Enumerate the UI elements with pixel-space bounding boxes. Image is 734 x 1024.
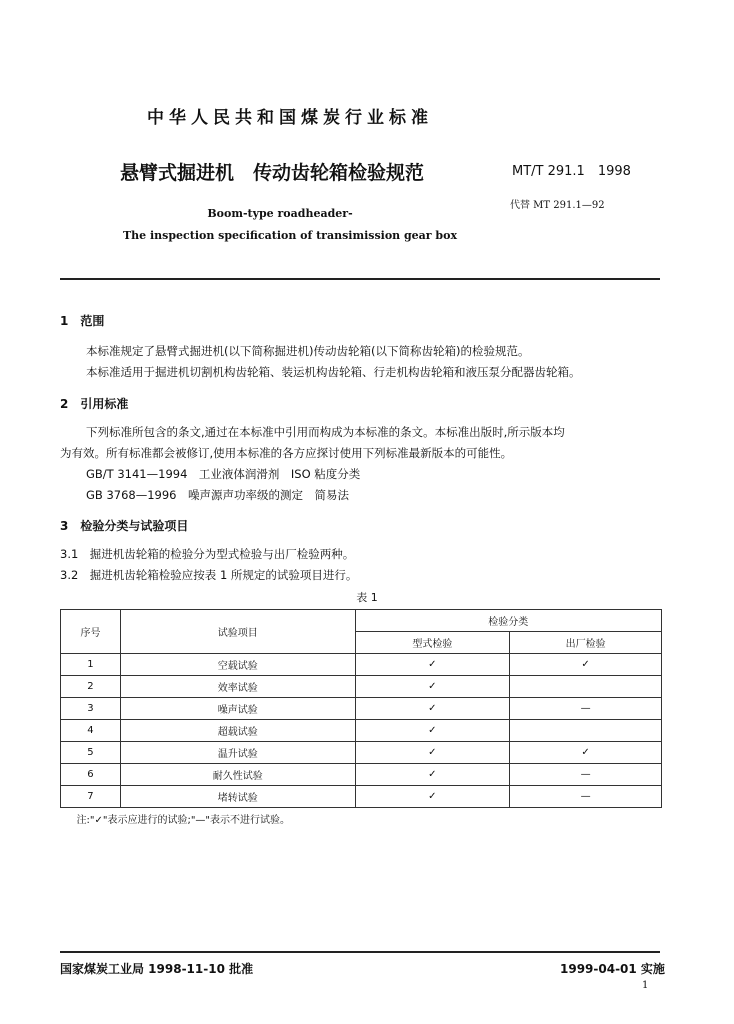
row-no: 3: [61, 698, 121, 720]
col-header-factory-test: 出厂检验: [510, 632, 662, 654]
row-no: 7: [61, 786, 121, 808]
col-header-type-test: 型式检验: [355, 632, 510, 654]
row-item: 堵转试验: [120, 786, 355, 808]
inspection-table: [60, 609, 662, 829]
row-type-test: ✓: [355, 720, 510, 742]
row-item: 空载试验: [120, 654, 355, 676]
clause-3-2: 3.2 掘进机齿轮箱检验应按表 1 所规定的试验项目进行。: [60, 568, 358, 582]
row-factory-test: [510, 676, 662, 698]
row-type-test: ✓: [355, 742, 510, 764]
document-title-en-line2: The inspection specification of transimission gear box: [122, 229, 458, 242]
table-row: [61, 676, 662, 698]
row-item: 效率试验: [120, 676, 355, 698]
row-item: 超载试验: [120, 720, 355, 742]
row-factory-test: —: [510, 786, 662, 808]
row-no: 1: [61, 654, 121, 676]
paragraph: 本标准规定了悬臂式掘进机(以下简称掘进机)传动齿轮箱(以下简称齿轮箱)的检验规范。: [86, 344, 530, 358]
document-title-cn: 悬臂式掘进机 传动齿轮箱检验规范: [120, 162, 425, 184]
table-row: [61, 698, 662, 720]
col-header-no: 序号: [61, 610, 121, 654]
row-item: 噪声试验: [120, 698, 355, 720]
clause-3-1: 3.1 掘进机齿轮箱的检验分为型式检验与出厂检验两种。: [60, 547, 355, 561]
industry-standard-title: 中华人民共和国煤炭行业标准: [147, 108, 433, 128]
implementation-date: 1999-04-01 实施: [560, 962, 665, 976]
paragraph: 下列标准所包含的条文,通过在本标准中引用而构成为本标准的条文。本标准出版时,所示版本均: [86, 425, 565, 439]
row-item: 温升试验: [120, 742, 355, 764]
row-factory-test: ✓: [510, 742, 662, 764]
footer-divider: [60, 951, 660, 953]
row-no: 2: [61, 676, 121, 698]
row-type-test: ✓: [355, 698, 510, 720]
row-type-test: ✓: [355, 764, 510, 786]
table-note: 注:"✓"表示应进行的试验;"—"表示不进行试验。: [61, 808, 662, 830]
col-header-item: 试验项目: [120, 610, 355, 654]
document-title-en-line1: Boom-type roadheader-: [207, 207, 353, 220]
section-heading-references: 2 引用标准: [60, 397, 129, 411]
table-row: [61, 720, 662, 742]
row-no: 4: [61, 720, 121, 742]
row-type-test: ✓: [355, 654, 510, 676]
row-factory-test: [510, 720, 662, 742]
paragraph: 为有效。所有标准都会被修订,使用本标准的各方应探讨使用下列标准最新版本的可能性。: [60, 446, 513, 460]
row-type-test: ✓: [355, 676, 510, 698]
row-item: 耐久性试验: [120, 764, 355, 786]
col-header-category: 检验分类: [355, 610, 662, 632]
table-row: [61, 742, 662, 764]
approval-info: 国家煤炭工业局 1998-11-10 批准: [60, 962, 254, 976]
section-heading-inspection: 3 检验分类与试验项目: [60, 519, 189, 533]
row-factory-test: —: [510, 698, 662, 720]
replaces-standard: 代替 MT 291.1—92: [510, 200, 605, 211]
table-row: [61, 654, 662, 676]
paragraph: 本标准适用于掘进机切割机构齿轮箱、装运机构齿轮箱、行走机构齿轮箱和液压泵分配器齿轮箱。: [86, 365, 581, 379]
reference-item: GB/T 3141—1994 工业液体润滑剂 ISO 粘度分类: [86, 467, 361, 481]
table-caption: 表 1: [356, 591, 378, 604]
row-factory-test: ✓: [510, 654, 662, 676]
section-heading-scope: 1 范围: [60, 314, 105, 328]
header-divider: [60, 278, 660, 280]
standard-code: MT/T 291.1 1998: [512, 164, 631, 179]
row-factory-test: —: [510, 764, 662, 786]
row-type-test: ✓: [355, 786, 510, 808]
page-number: 1: [642, 980, 649, 991]
reference-item: GB 3768—1996 噪声源声功率级的测定 简易法: [86, 488, 349, 502]
table-row: [61, 786, 662, 808]
row-no: 6: [61, 764, 121, 786]
row-no: 5: [61, 742, 121, 764]
table-row: [61, 764, 662, 786]
